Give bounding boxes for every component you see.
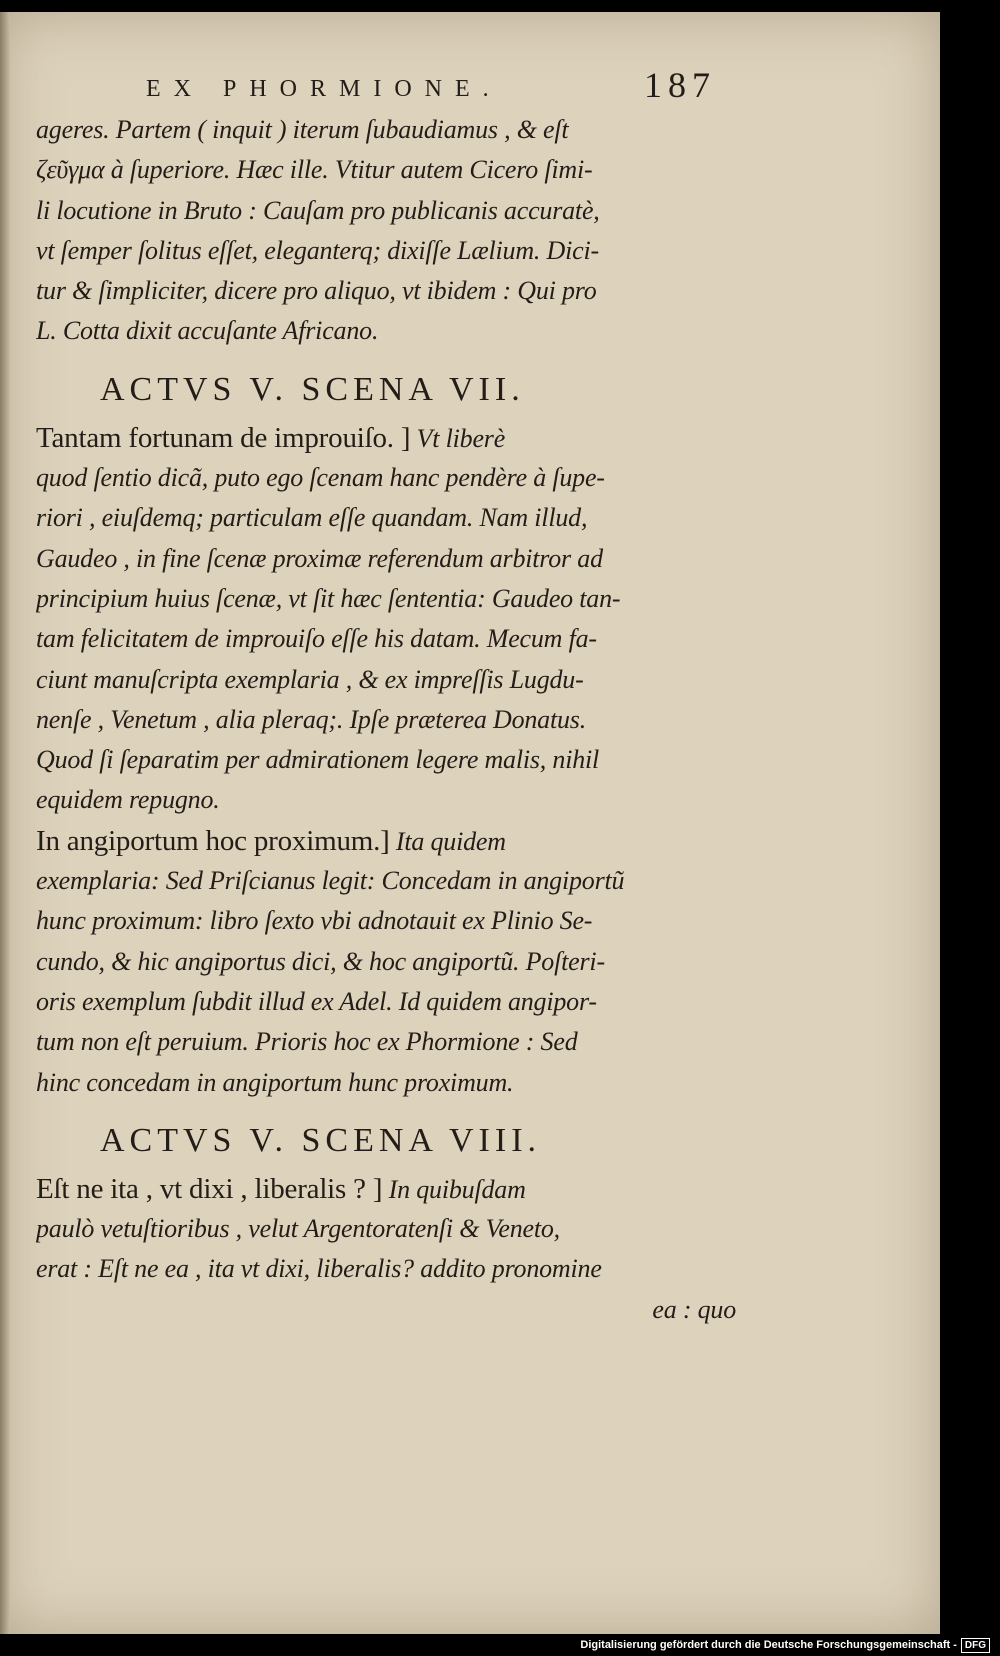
page-gutter-edge <box>0 12 10 1634</box>
text-line <box>36 1169 736 1209</box>
lemma: Tantam fortunam de improuiſo. ] <box>36 421 411 454</box>
text-line: tum non eſt peruium. Prioris hoc ex Phormione : Sed <box>36 1027 578 1057</box>
text-line: riori , eiuſdemq; particulam eſſe quandam. Nam illud, <box>36 503 588 533</box>
commentary-block-4 <box>36 1169 736 1330</box>
text-line: nenſe , Venetum , alia pleraq;. Ipſe præterea Donatus. <box>36 704 587 734</box>
text-line: Gaudeo , in fine ſcenæ proximæ referendum arbitror ad <box>36 543 603 573</box>
commentary-text: Vt liberè <box>410 423 506 453</box>
page-text <box>36 58 736 1330</box>
text-line <box>36 821 736 861</box>
credit-text: Digitalisierung gefördert durch die Deutsche Forschungsgemeinschaft - <box>580 1639 957 1651</box>
page-header <box>36 58 736 110</box>
lemma: Eſt ne ita , vt dixi , liberalis ? ] <box>36 1172 383 1205</box>
running-title: EX PHORMIONE. <box>146 76 502 102</box>
commentary-text: In quibuſdam <box>382 1174 526 1204</box>
text-line: erat : Eſt ne ea , ita vt dixi, liberalis? addito pronomine <box>36 1254 602 1284</box>
text-line: vt ſemper ſolitus eſſet, eleganterq; dixiſſe Lælium. Dici- <box>36 235 599 265</box>
text-line: hinc concedam in angiportum hunc proximum. <box>36 1067 514 1097</box>
text-line: paulò vetuſtioribus , velut Argentoratenſi & Veneto, <box>36 1214 560 1244</box>
text-line <box>36 418 736 458</box>
text-line: ζεῦγμα à ſuperiore. Hæc ille. Vtitur autem Cicero ſimi- <box>36 155 593 185</box>
text-line: ciunt manuſcripta exemplaria , & ex impreſſis Lugdu- <box>36 664 584 694</box>
lemma: In angiportum hoc proximum.] <box>36 824 390 857</box>
act-scene-heading: ACTVS V. SCENA VII. <box>100 370 525 408</box>
text-line: L. Cotta dixit accuſante Africano. <box>36 316 379 346</box>
text-line: Quod ſi ſeparatim per admirationem legere malis, nihil <box>36 745 600 775</box>
text-line: li locutione in Bruto : Cauſam pro publicanis accuratè, <box>36 195 600 225</box>
page-number: 187 <box>644 65 716 105</box>
text-line: oris exemplum ſubdit illud ex Adel. Id quidem angipor- <box>36 986 597 1016</box>
text-line: exemplaria: Sed Priſcianus legit: Concedam in angiportũ <box>36 866 625 896</box>
catchword: ea : quo <box>652 1294 736 1324</box>
commentary-block-1 <box>36 110 736 352</box>
text-line: tam felicitatem de improuiſo eſſe his datam. Mecum fa- <box>36 624 597 654</box>
commentary-block-3 <box>36 821 736 1103</box>
text-line: ageres. Partem ( inquit ) iterum ſubaudiamus , & eſt <box>36 115 569 144</box>
text-line: quod ſentio dicã, puto ego ſcenam hanc pendère à ſupe- <box>36 463 605 493</box>
act-scene-heading: ACTVS V. SCENA VIII. <box>100 1121 542 1159</box>
commentary-text: Ita quidem <box>389 826 506 856</box>
text-line: tur & ſimpliciter, dicere pro aliquo, vt ibidem : Qui pro <box>36 276 597 306</box>
text-line: principium huius ſcenæ, vt ſit hæc ſententia: Gaudeo tan- <box>36 583 621 613</box>
text-line: cundo, & hic angiportus dici, & hoc angiportũ. Poſteri- <box>36 946 605 976</box>
text-line: equidem repugno. <box>36 785 220 815</box>
digitization-credit <box>580 1636 990 1654</box>
commentary-block-2 <box>36 418 736 821</box>
text-line: hunc proximum: libro ſexto vbi adnotauit ex Plinio Se- <box>36 906 593 936</box>
dfg-logo: DFG <box>961 1638 990 1653</box>
